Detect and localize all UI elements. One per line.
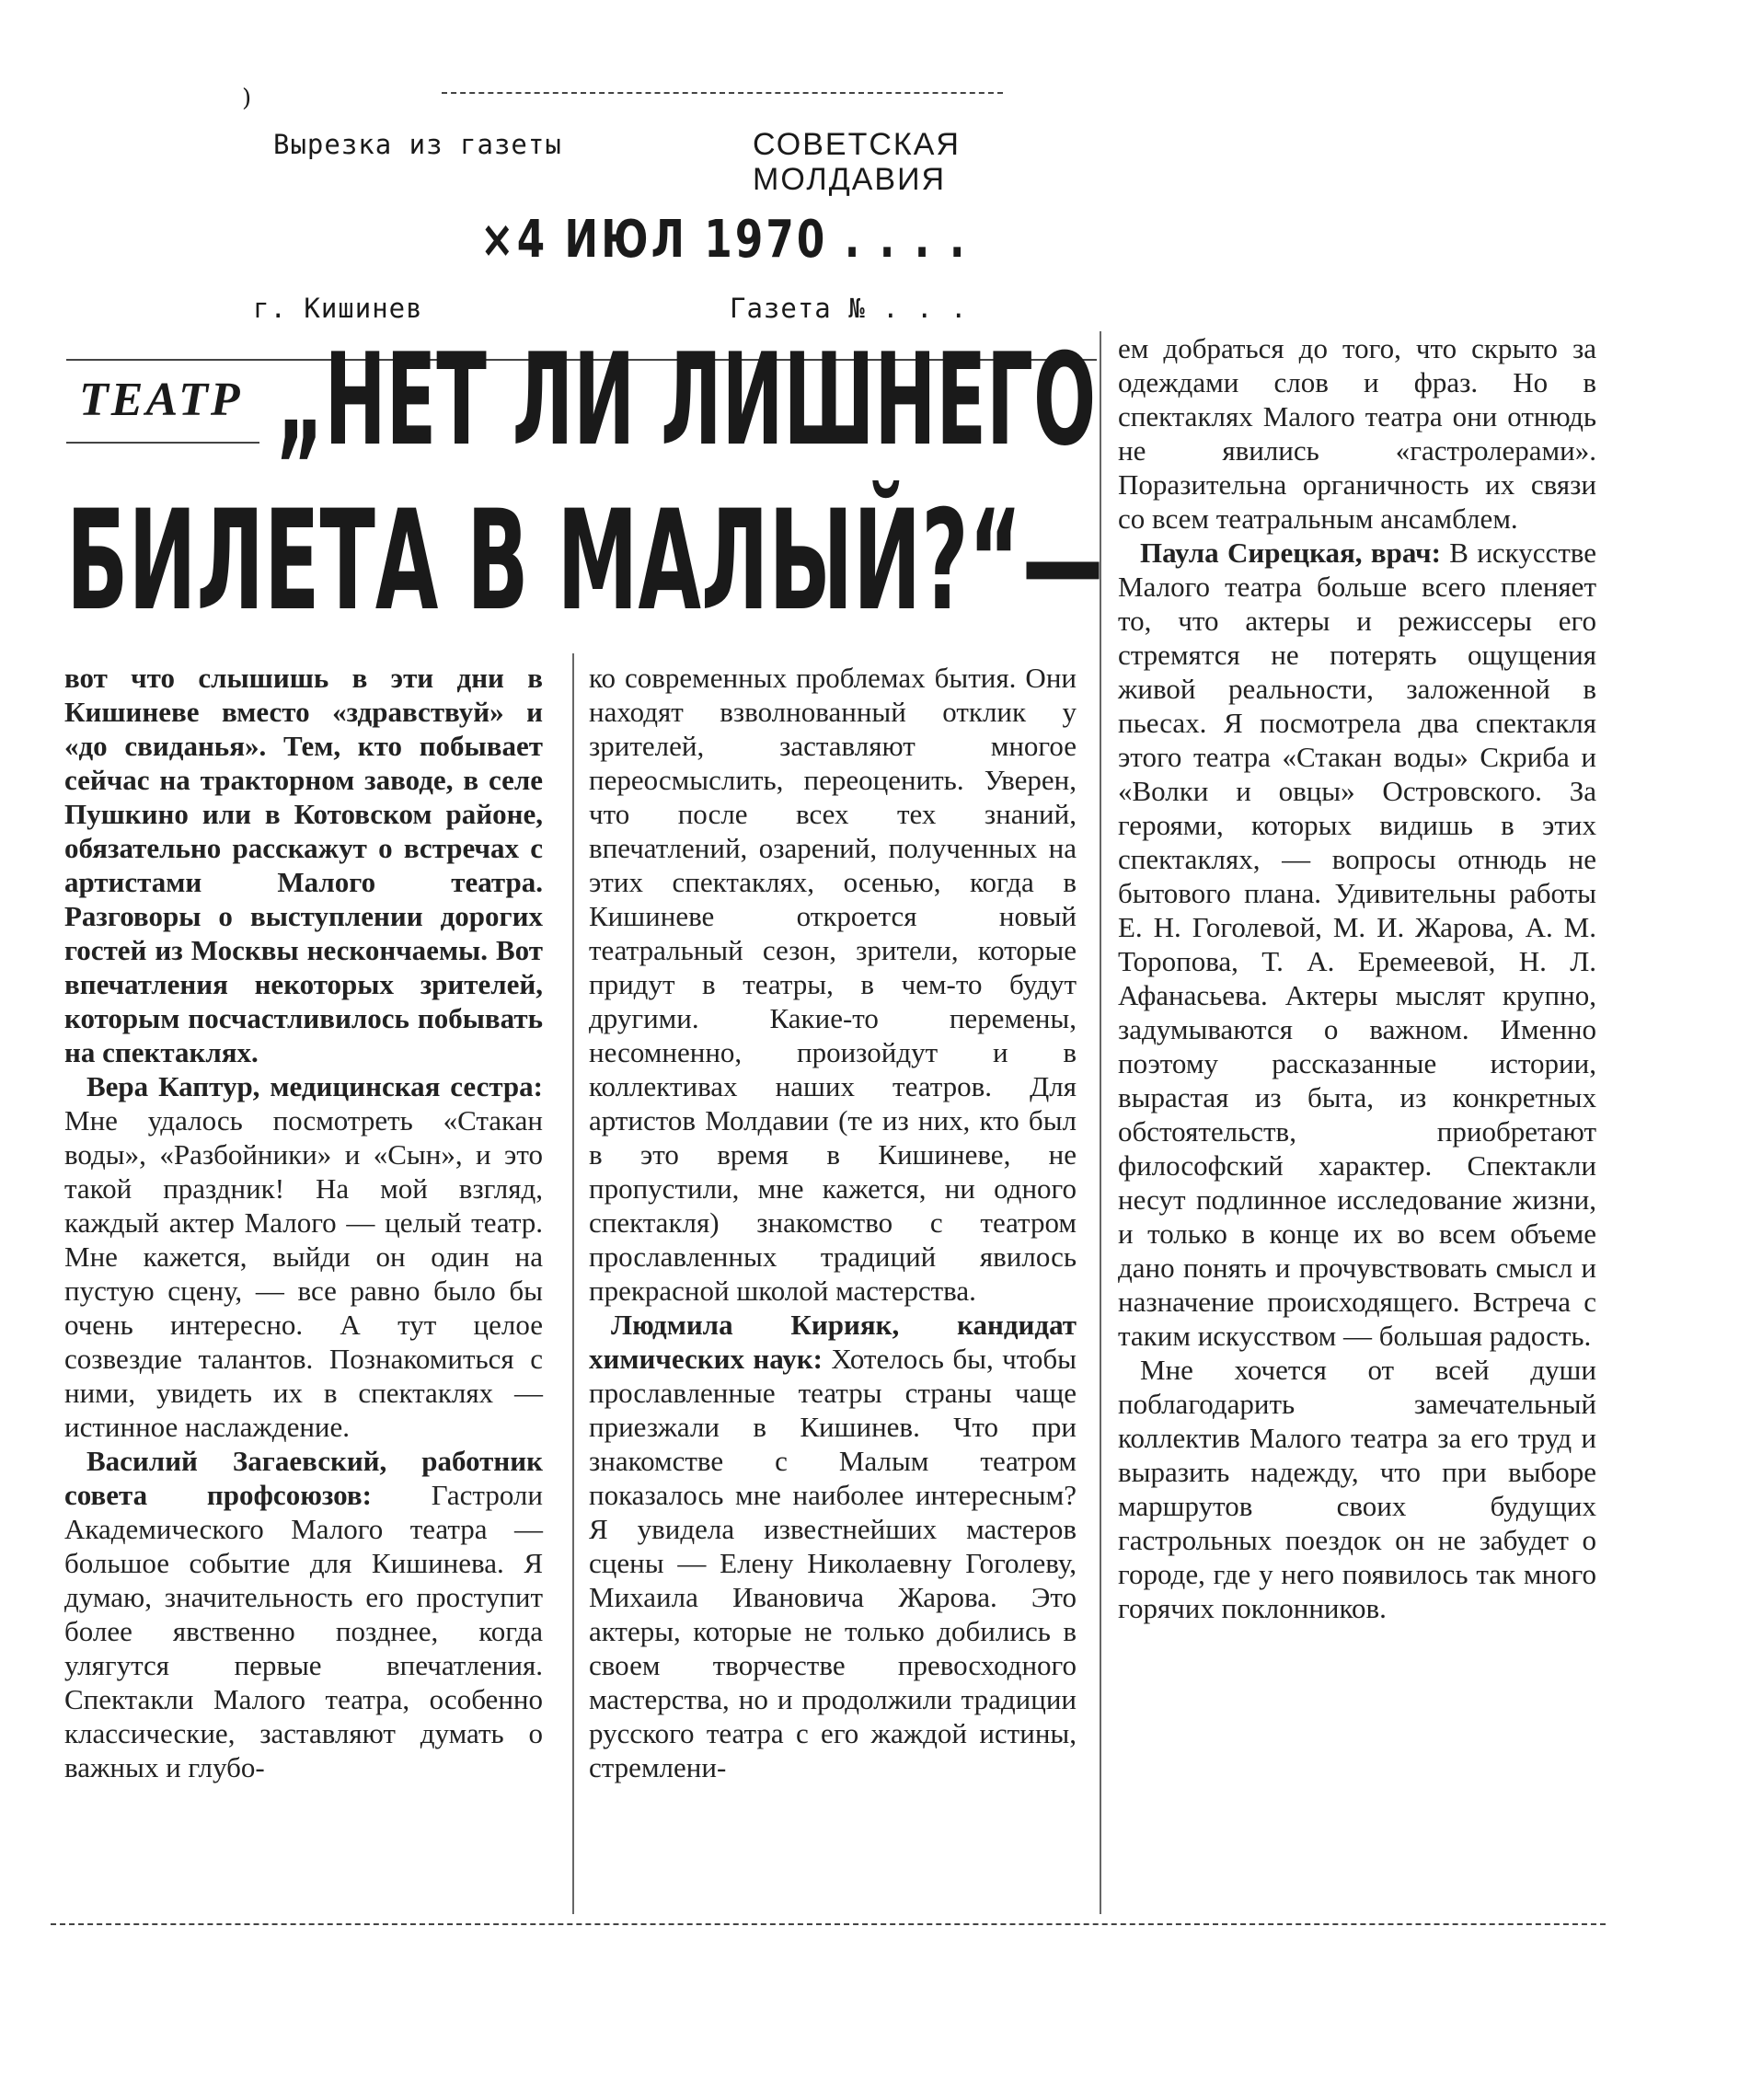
testimony-siretskaya-name: Паула Сирецкая, врач:	[1140, 537, 1441, 569]
clipping-label: Вырезка из газеты	[273, 129, 562, 160]
header-mark: )	[242, 85, 252, 112]
testimony-zagaevsky-text: Гастроли Академического Малого театра — большое событие для Кишинева. Я думаю, значительность его проступит более явственно позднее, когда улягутся первые впечатления. Спектакли Малого театра, особенно классические, заставляют думать о важных и глубо-	[64, 1479, 543, 1783]
headline-line-1: „НЕТ ЛИ ЛИШНЕГО	[276, 326, 1097, 474]
testimony-zagaevsky	[64, 1444, 543, 1784]
testimony-kiriyak	[589, 1308, 1077, 1784]
column-1	[64, 661, 543, 1784]
testimony-siretskaya	[1118, 536, 1596, 1353]
issue-label: Газета № . . .	[730, 293, 968, 324]
testimony-kaptur-name: Вера Каптур, медицинская сестра:	[86, 1070, 543, 1102]
kiriyak-continued: ем добраться до того, что скрыто за одеждами слов и фраз. Но в спектаклях Малого театра они отнюдь не явились «гастролерами». Поразительна органичность их связи со всем театральным ансамблем.	[1118, 332, 1596, 535]
column-rule-right	[1100, 331, 1101, 1914]
testimony-kiriyak-name: Людмила Кирияк, кандидат химических наук:	[589, 1309, 1077, 1375]
bottom-rule	[51, 1923, 1606, 1925]
city-label: г. Кишинев	[253, 293, 423, 324]
testimony-kaptur	[64, 1069, 543, 1444]
column-2	[589, 661, 1077, 1784]
top-rule	[442, 92, 1003, 94]
testimony-kiriyak-text: Хотелось бы, чтобы прославленные театры страны чаще приезжали в Кишинев. Что при знакомстве с Малым театром показалось мне наиболее интересным? Я увидела известнейших мастеров сцены — Елену Николаевну Гоголеву, Михаила Ивановича Жарова. Это актеры, которые не только добились в своем творчестве превосходного мастерства, но и продолжили традиции русского театра с его жаждой истины, стремлени-	[589, 1343, 1077, 1783]
closing-paragraph: Мне хочется от всей души поблагодарить замечательный коллектив Малого театра за его труд и выразить надежду, что при выборе маршрутов своих будущих гастрольных поездок он не забудет о городе, где у него появилось так много горячих поклонников.	[1118, 1354, 1596, 1624]
testimony-zagaevsky-name: Василий Загаевский, работник совета профсоюзов:	[64, 1445, 543, 1511]
headline-line-2: БИЛЕТА В МАЛЫЙ?“—	[66, 481, 1104, 641]
rubric-label: ТЕАТР	[79, 374, 243, 426]
newspaper-name: СОВЕТСКАЯ МОЛДАВИЯ	[753, 127, 961, 197]
intro-paragraph: вот что слышишь в эти дни в Кишиневе вместо «здравствуй» и «до свиданья». Тем, кто побывает сейчас на тракторном заводе, в селе Пушкино или в Котовском районе, обязательно расскажут о встречах с артистами Малого театра. Разговоры о выступлении дорогих гостей из Москвы нескончаемы. Вот впечатления некоторых зрителей, которым посчастливилось побывать на спектаклях.	[64, 662, 543, 1068]
rubric-rule-bottom	[66, 442, 259, 444]
column-rule-left	[572, 653, 574, 1914]
testimony-siretskaya-text: В искусстве Малого театра больше всего пленяет то, что актеры и режиссеры его стремятся не потерять ощущения живой реальности, заложенной в пьесах. Я посмотрела два спектакля этого театра «Стакан воды» Скриба и «Волки и овцы» Островского. За героями, которых видишь в этих спектаклях, — вопросы отнюдь не бытового плана. Удивительны работы Е. Н. Гоголевой, М. И. Жарова, А. М. Торопова, Т. А. Еремеевой, Н. Л. Афанасьева. Актеры мыслят крупно, задумываются о важном. Именно поэтому рассказанные истории, вырастая из быта, из конкретных обстоятельств, приобретают философский характер. Спектакли несут подлинное исследование жизни, и только в конце их во всем объеме дано понять и прочувствовать смысл и назначение происходящего. Встреча с таким искусством — большая радость.	[1118, 537, 1597, 1352]
testimony-kaptur-text: Мне удалось посмотреть «Стакан воды», «Разбойники» и «Сын», и это такой праздник! На мой взгляд, каждый актер Малого — целый театр. Мне кажется, выйди он один на пустую сцену, — все равно было бы очень интересно. А тут целое созвездие талантов. Познакомиться с ними, увидеть их в спектаклях — истинное наслаждение.	[64, 1104, 543, 1443]
date-stamp: ×4 ИЮЛ 1970 . . . .	[480, 210, 968, 270]
column-3	[1118, 331, 1596, 1625]
zagaevsky-continued: ко современных проблемах бытия. Они находят взволнованный отклик у зрителей, заставляют многое переосмыслить, переоценить. Уверен, что после всех тех знаний, впечатлений, озарений, полученных на этих спектаклях, осенью, когда в Кишиневе откроется новый театральный сезон, зрители, которые придут в театры, в чем-то будут другими. Какие-то перемены, несомненно, произойдут и в коллективах наших театров. Для артистов Молдавии (те из них, кто был в это время в Кишиневе, не пропустили, мне кажется, ни одного спектакля) знакомство с театром прославленных традиций явилось прекрасной школой мастерства.	[589, 662, 1077, 1307]
